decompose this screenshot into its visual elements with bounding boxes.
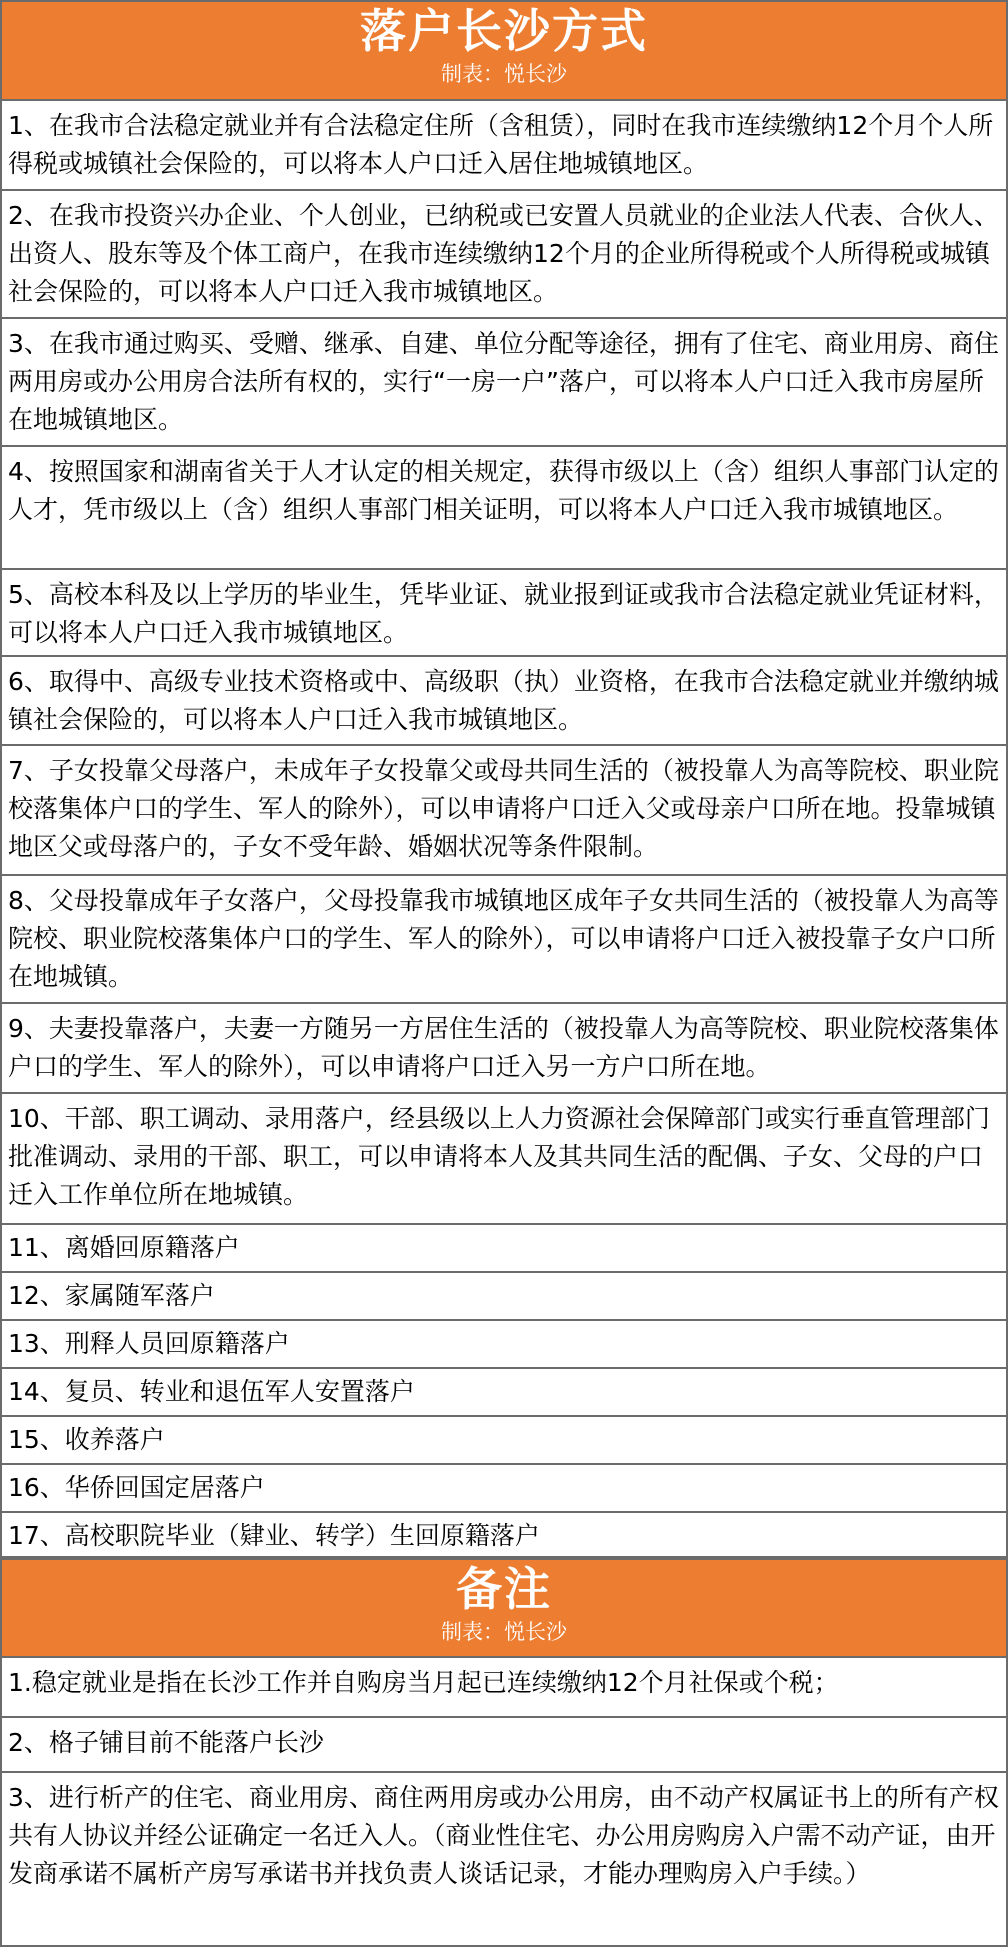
list-item-5: 5、高校本科及以上学历的毕业生，凭毕业证、就业报到证或我市合法稳定就业凭证材料，可以将本人户口迁入我市城镇地区。 [2,570,1006,657]
list-item-3: 3、在我市通过购买、受赠、继承、自建、单位分配等途径，拥有了住宅、商业用房、商住两用房或办公用房合法所有权的，实行“一房一户”落户，可以将本人户口迁入我市房屋所在地城镇地区。 [2,319,1006,447]
list-item-4: 4、按照国家和湖南省关于人才认定的相关规定，获得市级以上（含）组织人事部门认定的人才，凭市级以上（含）组织人事部门相关证明，可以将本人户口迁入我市城镇地区。 [2,447,1006,570]
page-title: 落户长沙方式 [360,4,648,58]
notes-title: 备注 [456,1562,552,1616]
note-item-1: 1.稳定就业是指在长沙工作并自购房当月起已连续缴纳12个月社保或个税； [2,1658,1006,1718]
page-subtitle: 制表：悦长沙 [441,62,567,86]
list-item-17: 17、高校职院毕业（肄业、转学）生回原籍落户 [2,1513,1006,1558]
list-item-8: 8、父母投靠成年子女落户，父母投靠我市城镇地区成年子女共同生活的（被投靠人为高等院校、职业院校落集体户口的学生、军人的除外），可以申请将户口迁入被投靠子女户口所在地城镇。 [2,876,1006,1004]
list-item-6: 6、取得中、高级专业技术资格或中、高级职（执）业资格，在我市合法稳定就业并缴纳城镇社会保险的，可以将本人户口迁入我市城镇地区。 [2,657,1006,746]
list-item-14: 14、复员、转业和退伍军人安置落户 [2,1369,1006,1417]
list-item-11: 11、离婚回原籍落户 [2,1225,1006,1273]
list-item-1: 1、在我市合法稳定就业并有合法稳定住所（含租赁），同时在我市连续缴纳12个月个人所得税或城镇社会保险的，可以将本人户口迁入居住地城镇地区。 [2,101,1006,191]
notes-subtitle: 制表：悦长沙 [441,1620,567,1644]
list-item-16: 16、华侨回国定居落户 [2,1465,1006,1513]
list-item-2: 2、在我市投资兴办企业、个人创业，已纳税或已安置人员就业的企业法人代表、合伙人、出资人、股东等及个体工商户，在我市连续缴纳12个月的企业所得税或个人所得税或城镇社会保险的，可以将本人户口迁入我市城镇地区。 [2,191,1006,319]
list-item-10: 10、干部、职工调动、录用落户，经县级以上人力资源社会保障部门或实行垂直管理部门批准调动、录用的干部、职工，可以申请将本人及其共同生活的配偶、子女、父母的户口迁入工作单位所在地城镇。 [2,1094,1006,1225]
list-item-15: 15、收养落户 [2,1417,1006,1465]
list-item-7: 7、子女投靠父母落户，未成年子女投靠父或母共同生活的（被投靠人为高等院校、职业院校落集体户口的学生、军人的除外），可以申请将户口迁入父或母亲户口所在地。投靠城镇地区父或母落户的，子女不受年龄、婚姻状况等条件限制。 [2,746,1006,876]
list-item-13: 13、刑释人员回原籍落户 [2,1321,1006,1369]
note-item-3: 3、进行析产的住宅、商业用房、商住两用房或办公用房，由不动产权属证书上的所有产权共有人协议并经公证确定一名迁入人。（商业性住宅、办公用房购房入户需不动产证，由开发商承诺不属析产房写承诺书并找负责人谈话记录，才能办理购房入户手续。） [8,1783,999,1888]
section-header-notes [2,1558,1006,1658]
list-item-9: 9、夫妻投靠落户，夫妻一方随另一方居住生活的（被投靠人为高等院校、职业院校落集体户口的学生、军人的除外），可以申请将户口迁入另一方户口所在地。 [2,1004,1006,1094]
section-header-main [2,0,1006,101]
list-item-12: 12、家属随军落户 [2,1273,1006,1321]
note-item-2: 2、格子铺目前不能落户长沙 [2,1718,1006,1773]
